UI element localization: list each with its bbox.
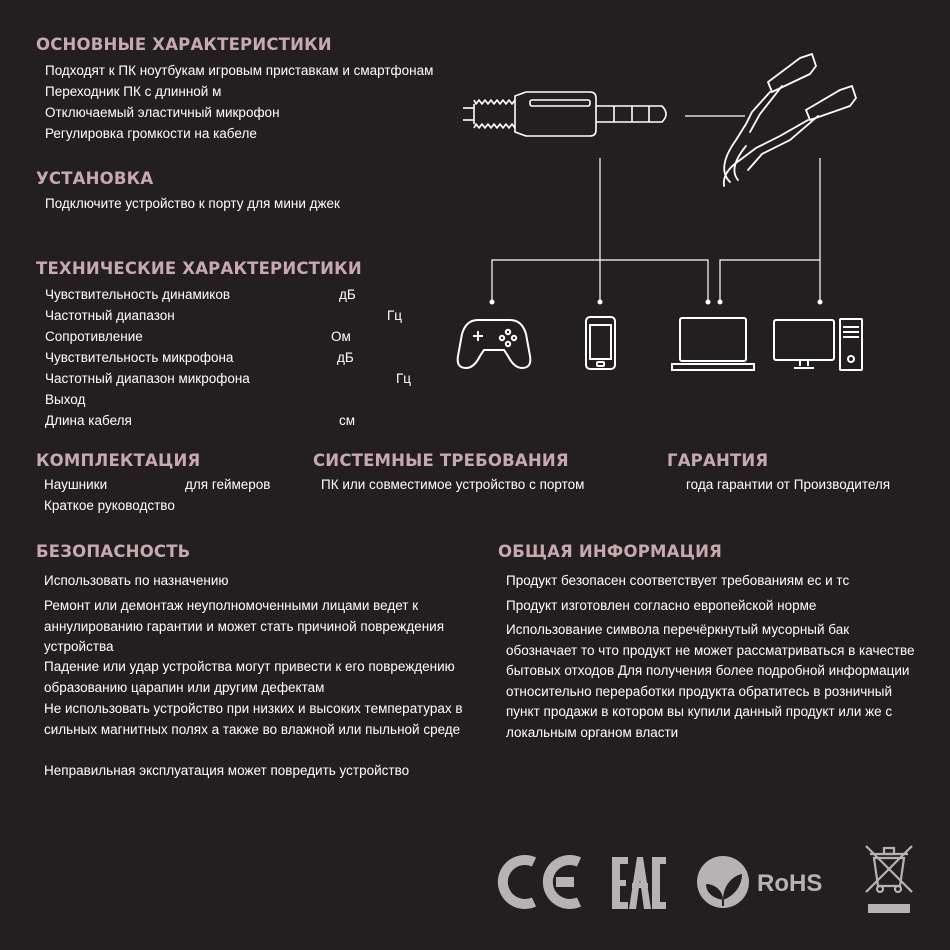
spec-unit: дБ — [337, 350, 354, 365]
rohs-logo-icon — [697, 856, 822, 908]
jack-adapter-icon — [463, 92, 666, 136]
spec-unit: дБ — [339, 287, 356, 302]
main-features-title: ОСНОВНЫЕ ХАРАКТЕРИСТИКИ — [36, 35, 332, 54]
spec-label: Чувствительность микрофона — [45, 350, 234, 365]
smartphone-icon — [586, 317, 615, 369]
package-title: КОМПЛЕКТАЦИЯ — [36, 451, 201, 470]
splitter-plugs-icon — [724, 54, 856, 186]
safety-title: БЕЗОПАСНОСТЬ — [36, 542, 191, 561]
eac-mark-icon — [612, 857, 666, 909]
feature-item: Отключаемый эластичный микрофон — [45, 105, 280, 120]
general-paragraph: Продукт изготовлен согласно европейской норме — [506, 598, 817, 613]
gamepad-icon — [458, 320, 531, 368]
warranty-title: ГАРАНТИЯ — [667, 451, 769, 470]
safety-paragraph: Не использовать устройство при низких и высоких температурах в сильных магнитных полях а также во влажной или пыльной среде — [44, 701, 463, 737]
spec-label: Частотный диапазон — [45, 308, 175, 323]
connection-lines — [492, 158, 820, 300]
feature-item: Переходник ПК с длинной м — [45, 84, 222, 99]
general-paragraph: Продукт безопасен соответствует требованиям ес и тс — [506, 573, 850, 588]
spec-unit: Гц — [396, 371, 412, 386]
feature-item: Подходят к ПК ноутбукам игровым приставкам и смартфонам — [45, 63, 434, 78]
safety-paragraph: Использовать по назначению — [44, 573, 229, 588]
laptop-icon — [672, 318, 754, 370]
spec-unit: Ом — [331, 329, 351, 344]
spec-label: Чувствительность динамиков — [45, 287, 231, 302]
connection-dots — [490, 300, 823, 305]
spec-unit: см — [339, 413, 356, 428]
requirements-text: ПК или совместимое устройство с портом — [321, 477, 585, 492]
general-title: ОБЩАЯ ИНФОРМАЦИЯ — [498, 542, 723, 561]
safety-paragraph: Ремонт или демонтаж неуполномоченными лицами ведет к аннулированию гарантии и может стать причиной повреждения устройства — [44, 598, 445, 654]
spec-unit: Гц — [387, 308, 403, 323]
package-item: Наушники — [44, 477, 108, 492]
package-item: Краткое руководство — [44, 498, 175, 513]
rohs-label: RoHS — [757, 870, 823, 897]
installation-title: УСТАНОВКА — [36, 169, 154, 188]
package-item: для геймеров — [185, 477, 271, 492]
spec-label: Длина кабеля — [45, 413, 132, 428]
spec-label: Сопротивление — [45, 329, 143, 344]
general-paragraph: Использование символа перечёркнутый мусорный бак обозначает то что продукт не может рассматриваться в качестве бытовых отходов Для получения более подробной информации относительно переработки продукта обратитесь в розничный пункт продажи в котором вы купили данный продукт или же с локальным органом власти — [506, 622, 915, 740]
installation-text: Подключите устройство к порту для мини джек — [45, 196, 340, 211]
spec-label: Выход — [45, 392, 86, 407]
warranty-text: года гарантии от Производителя — [686, 477, 891, 492]
desktop-computer-icon — [774, 319, 862, 370]
safety-paragraph: Падение или удар устройства могут привести к его повреждению образованию царапин или другим дефектам — [44, 659, 455, 695]
feature-item: Регулировка громкости на кабеле — [45, 126, 257, 141]
ce-mark-icon — [503, 860, 579, 904]
spec-label: Частотный диапазон микрофона — [45, 371, 250, 386]
specs-title: ТЕХНИЧЕСКИЕ ХАРАКТЕРИСТИКИ — [36, 259, 362, 278]
weee-bin-icon — [866, 846, 912, 913]
safety-paragraph: Неправильная эксплуатация может повредить устройство — [44, 763, 410, 778]
requirements-title: СИСТЕМНЫЕ ТРЕБОВАНИЯ — [313, 451, 569, 470]
